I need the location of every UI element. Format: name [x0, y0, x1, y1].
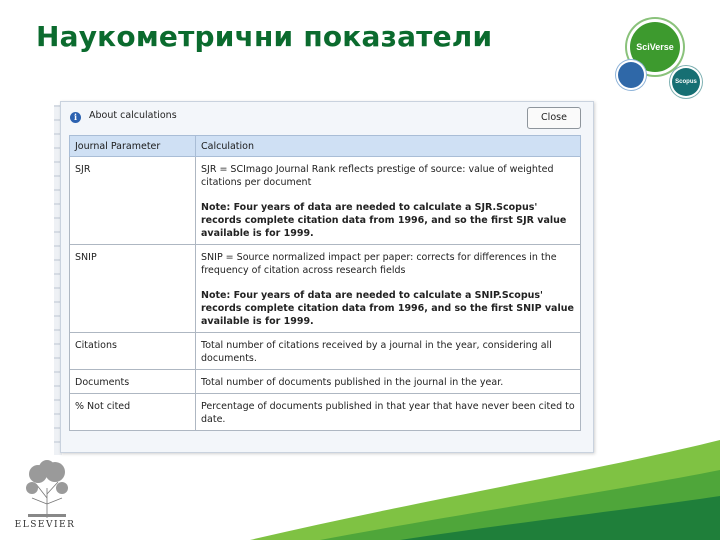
column-header-calculation: Calculation [196, 136, 581, 157]
calc-cell [196, 157, 581, 245]
table-header-row [70, 136, 581, 157]
slide-title: Наукометрични показатели [36, 20, 493, 53]
blue-circle-icon [618, 62, 644, 88]
table-row [70, 245, 581, 333]
column-header-parameter: Journal Parameter [70, 136, 196, 157]
param-cell: Documents [70, 370, 196, 394]
info-icon: i [70, 112, 81, 123]
scopus-logo: Scopus [672, 68, 700, 96]
calc-text: SNIP = Source normalized impact per paper: corrects for differences in the frequency of citation across research fields [201, 252, 557, 276]
sciverse-logo-group [610, 0, 720, 100]
calc-cell: Total number of documents published in the journal in the year. [196, 370, 581, 394]
about-calculations-dialog [60, 101, 594, 453]
calc-cell: Percentage of documents published in that year that have never been cited to date. [196, 394, 581, 431]
calc-note: Note: Four years of data are needed to calculate a SJR.Scopus' records complete citation data from 1996, and so the first SJR value available is for 1999. [201, 202, 567, 239]
param-cell: SNIP [70, 245, 196, 333]
table-row [70, 157, 581, 245]
calc-cell: Total number of citations received by a journal in the year, considering all documents. [196, 333, 581, 370]
dialog-header [61, 102, 593, 132]
dialog-title: About calculations [89, 110, 177, 121]
table-row [70, 394, 581, 431]
close-button[interactable]: Close [527, 107, 581, 129]
calc-text: SJR = SCImago Journal Rank reflects prestige of source: value of weighted citations per document [201, 164, 554, 188]
sciverse-logo: SciVerse [630, 22, 680, 72]
param-cell: Citations [70, 333, 196, 370]
param-cell: % Not cited [70, 394, 196, 431]
table-row [70, 370, 581, 394]
calculations-table [69, 135, 581, 431]
elsevier-wordmark: ELSEVIER [14, 520, 76, 530]
table-row [70, 333, 581, 370]
param-cell: SJR [70, 157, 196, 245]
calc-note: Note: Four years of data are needed to calculate a SNIP.Scopus' records complete citation data from 1996, and so the first SNIP value available is for 1999. [201, 290, 574, 327]
calc-cell [196, 245, 581, 333]
elsevier-tree-icon [24, 458, 70, 520]
